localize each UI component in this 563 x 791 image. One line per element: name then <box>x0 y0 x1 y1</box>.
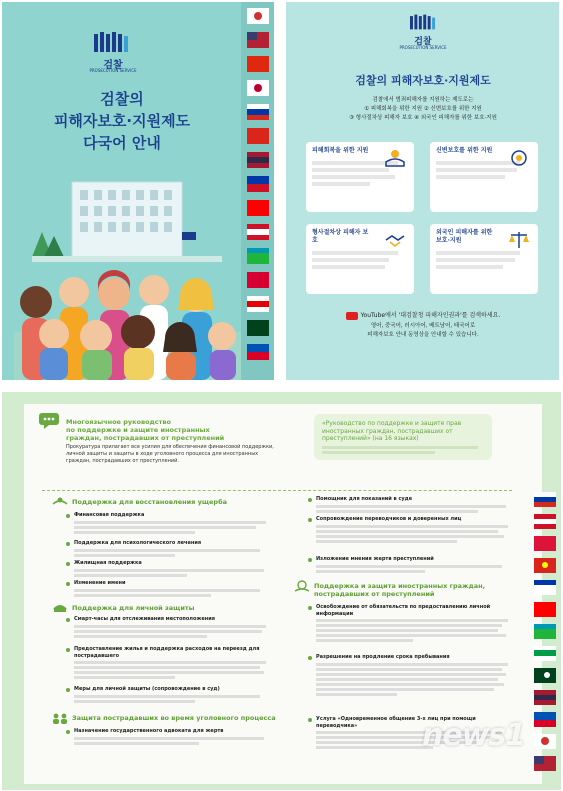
section-title: Поддержка и защита иностранных граждан, пострадавших от преступлений <box>314 582 486 598</box>
list-item: Сопровождение переводчиков и доверенных лиц <box>308 516 518 543</box>
scales-icon <box>508 230 530 250</box>
prosecution-logo-icon <box>410 14 438 30</box>
brochure-cover <box>2 2 274 380</box>
card-title: 형사절차상 피해자 보호 <box>312 229 369 244</box>
inside-intro <box>320 96 526 123</box>
divider <box>42 490 512 491</box>
brand-subtitle: PROSECUTION SERVICE <box>89 68 137 73</box>
youtube-icon <box>346 312 358 320</box>
intro-line: ③ 형사절차상 피해자 보호 ④ 외국인 피해자를 위한 보호·지원 <box>349 115 497 121</box>
card-title: 외국인 피해자를 위한 보호·지원 <box>436 229 493 244</box>
prosecution-logo-icon <box>94 32 132 52</box>
language-notice <box>326 322 520 340</box>
guide-title-line: граждан, пострадавших от преступлений <box>66 434 225 442</box>
card-title: 신변보호를 위한 지원 <box>436 147 493 154</box>
list-item: Освобождение от обязательств по предоставлению личной информации <box>308 604 518 642</box>
section-title: Поддержка для личной защиты <box>72 604 195 612</box>
section-title: Поддержка для восстановления ущерба <box>72 498 228 506</box>
list-item: Услуга «Одновременное общение 3-х лиц при помощи переводчика» <box>308 716 518 749</box>
youtube-text: YouTube에서 '대검찰청 피해자인권과'를 검색하세요. <box>360 312 501 319</box>
list-item: Изменение имени <box>66 580 276 597</box>
support-card-recovery <box>306 142 414 212</box>
inside-title: 검찰의 피해자보호·지원제도 <box>355 74 491 87</box>
cover-title <box>22 88 222 154</box>
support-card-criminal-procedure <box>306 224 414 294</box>
section-title: Защита пострадавших во время уголовного процесса <box>72 714 276 722</box>
card-title: 피해회복을 위한 지원 <box>312 147 369 154</box>
guide-title-line: Многоязычное руководство <box>66 418 171 426</box>
list-item: Предоставление жилья и поддержка расходов на переезд для пострадавшего <box>66 646 276 679</box>
guide-title <box>66 418 276 442</box>
hands-icon <box>52 496 68 508</box>
brand-name: 검찰 <box>414 37 432 47</box>
brand-name: 검찰 <box>103 60 123 71</box>
speech-bubble-icon <box>38 412 60 430</box>
list-item: Меры для личной защиты (сопровождение в суд) <box>66 686 276 703</box>
guide-intro: Прокуратура прилагает все усилия для обеспечения финансовой поддержки, личной защиты и защиты в ходе уголовного процесса для иностранных граждан, пострадавших от преступлений. <box>66 444 274 464</box>
brochure-inside <box>286 2 559 380</box>
list-item: Помощник для показаний в суде <box>308 496 518 513</box>
cover-title-line: 다국어 안내 <box>83 134 161 152</box>
cover-title-line: 검찰의 <box>100 90 144 108</box>
list-item: Изложение мнения жертв преступлений <box>308 556 518 573</box>
brand-subtitle: PROSECUTION SERVICE <box>399 45 447 50</box>
language-flag-tabs <box>530 492 560 782</box>
guide-quote-box <box>314 414 492 460</box>
support-card-foreigners <box>430 224 538 294</box>
people-group-icon <box>52 712 68 724</box>
news1-watermark: news1 <box>422 718 526 753</box>
list-item: Разрешение на продление срока пребывания <box>308 654 518 696</box>
police-cap-icon <box>52 602 68 614</box>
list-item: Поддержка для психологического лечения <box>66 540 276 557</box>
support-card-protection <box>430 142 538 212</box>
guide-title-line: по поддержке и защите иностранных <box>66 426 210 434</box>
intro-line: ① 피해회복을 위한 지원 ② 신변보호를 위한 지원 <box>364 106 482 112</box>
guide-quote: «Руководство по поддержке и защите прав иностранных граждан, пострадавших от преступлений» (на 16 языках) <box>322 420 462 442</box>
language-line: 영어, 중국어, 러시아어, 베트남어, 태국어로 <box>370 323 476 329</box>
youtube-notice <box>316 310 530 320</box>
list-item: Смарт-часы для отслеживания местоположения <box>66 616 276 638</box>
camera-target-icon <box>508 148 530 168</box>
hands-coins-icon <box>384 148 406 168</box>
language-line: 피해자보호 안내 동영상을 안내할 수 있습니다. <box>367 332 479 338</box>
language-flag-tabs <box>241 2 274 380</box>
handshake-icon <box>384 230 406 250</box>
prosecution-building-illustration <box>32 172 222 262</box>
list-item: Назначение государственного адвоката для жертв <box>66 728 276 745</box>
intro-line: 검찰에서 범죄피해자를 지원하는 제도로는 <box>372 97 474 103</box>
list-item: Жилищная поддержка <box>66 560 276 577</box>
diverse-people-illustration <box>14 262 249 380</box>
list-item: Финансовая поддержка <box>66 512 276 534</box>
cover-title-line: 피해자보호·지원제도 <box>53 112 191 130</box>
globe-hands-icon <box>294 580 310 592</box>
